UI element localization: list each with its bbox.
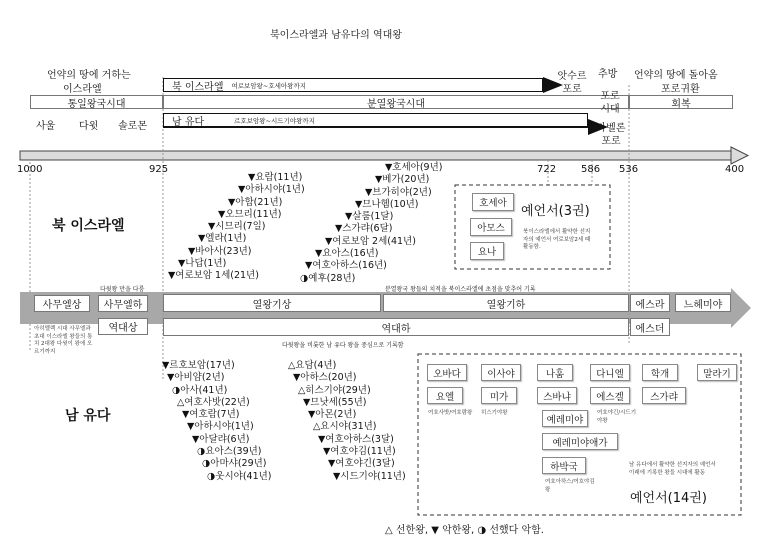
south-king: ▼아달랴(6년) [192,433,250,445]
north-king: ▼나답(1년) [178,258,227,270]
north-king: ▼아합(21년) [228,196,283,208]
south-king: ◑아마샤(29년) [202,458,267,470]
prophet-amos: 아모스 [470,218,512,236]
prophet-joel: 요엘 [427,387,463,404]
south-king: ◑아사(41년) [172,384,228,396]
babylon-captivity-label: 바벨론 포로 [596,123,626,147]
prophet-nahum: 나훔 [537,364,573,381]
samuel-note: 다윗왕 만을 다룸 [100,286,145,293]
book-1-kings: 열왕기상 [163,294,381,312]
south-king: △히스기야(29년) [298,384,371,396]
prophet-zephaniah: 스바냐 [537,387,577,404]
year-536: 536 [619,164,639,175]
south-judah-box [163,113,588,127]
south-king: △요담(4년) [288,360,337,371]
south-king: ▼므낫세(55년) [303,396,367,408]
south-king: ▼여호야김(11년) [323,446,396,458]
south-king: ◑웃시야(41년) [207,470,272,482]
restoration-box: 회복 [629,95,733,109]
book-nehemiah: 느헤미야 [675,294,731,312]
south-king: ▼아하스(20년) [293,372,357,384]
north-heading: 북 이스라엘 [52,218,125,234]
prophet-daniel: 다니엘 [590,364,630,381]
covenant-land-label: 언약의 땅에 거하는 [47,70,131,81]
prophet-isaiah: 이사야 [481,364,521,381]
israelites-label: 이스라엘 [63,84,102,95]
north-king: ▼베가(20년) [375,174,430,186]
prophet-haggai: 학개 [642,364,678,381]
return-land-label: 언약의 땅에 돌아옴 [634,70,718,81]
north-kings-list-a [168,172,305,283]
ezekiel-note: 여호야긴/시드기야왕 [597,410,637,424]
prophet-habakkuk: 하박국 [542,457,586,474]
north-king: ▼요아스(16년) [315,248,379,260]
south-king: ▼르호보암(17년) [162,360,235,371]
south-judah-label: 남 유다 [172,116,205,128]
prophet-zechariah: 스가랴 [642,387,686,404]
prophet-jeremiah: 예레미야 [542,410,588,427]
north-israel-box [163,78,543,92]
year-1000: 1000 [17,164,43,175]
south-king: ▼아비얌(2년) [167,372,225,384]
divided-kingdom-box: 분열왕국시대 [163,95,629,109]
north-king: ▼여로보암 2세(41년) [325,235,416,247]
north-king: ▼요람(11년) [248,172,303,183]
habakkuk-note: 여호아하스/여호야김왕 [545,479,595,493]
year-400: 400 [725,164,745,175]
assyria-captivity-label: 앗수르 포로 [557,71,587,95]
north-king: ▼시므리(7일) [208,221,266,233]
chronicles-note: 다윗왕을 비롯한 남 유다 왕을 중심으로 기록함 [282,342,404,349]
page-title: 북이스라엘과 남유다의 역대왕 [270,30,402,41]
south-prophets-title: 예언서(14권) [630,491,707,506]
south-kings-list-b [288,360,406,483]
north-kings-list-b [300,162,442,285]
book-esther: 에스더 [630,318,670,336]
prophet-obadiah: 오바다 [427,364,467,381]
book-2-chronicles: 역대하 [163,318,629,336]
north-israel-range: 여로보암왕~호세아왕까지 [231,81,306,90]
captivity-era-label: 포로 시대 [600,91,620,115]
book-1-chronicles: 역대상 [98,318,148,335]
north-king: ▼브가히야(2년) [365,186,432,198]
timeline-bar [20,151,732,160]
south-king: ▼시드기야(11년) [333,470,406,482]
book-2-samuel: 사무엘하 [98,295,148,312]
books-arrowhead [731,288,751,328]
north-king: ▼호세아(9년) [385,162,443,173]
north-king: ▼살룸(1달) [345,211,394,223]
prophet-jonah: 요나 [470,242,504,260]
north-prophets-title: 예언서(3권) [521,204,590,219]
prophet-micah: 미가 [481,387,517,404]
kings-note: 분열왕국 왕들의 치적을 북이스라엘에 초점을 맞추어 기록 [385,286,536,293]
united-kingdom-box: 통일왕국시대 [30,95,163,109]
return-label: 포로귀환 [661,84,700,95]
prophet-malachi: 말라기 [697,364,737,381]
year-925: 925 [149,164,169,175]
south-king: △요시야(31년) [313,421,377,433]
north-king: ▼스가랴(6달) [335,223,393,235]
north-prophets-note: 북이스라엘에서 활약한 선지자의 예언서 여로보암2세 때 활동함. [523,229,591,250]
timeline-arrowhead [731,147,748,164]
south-king: ▼아몬(2년) [308,409,357,421]
south-king: ▼여호아하스(3달) [318,433,394,445]
north-king: ▼므나헴(10년) [355,198,419,210]
north-king: ▼바아사(23년) [188,245,252,257]
book-ezra: 에스라 [630,294,670,312]
north-king: ▼오므리(11년) [218,208,282,220]
south-king: ▼아하시야(1년) [187,421,254,433]
prophet-ezekiel: 에스겔 [590,387,630,404]
south-judah-range: 르호보암왕~시드기야왕까지 [234,116,315,125]
south-king: ▼여호야긴(3달) [328,458,395,470]
king-david: 다윗 [79,121,99,132]
south-kings-list-a [162,360,272,483]
exile-label: 추방 [598,69,618,80]
book-2-kings: 열왕기하 [383,294,629,312]
south-king: △여호사밧(22년) [177,396,250,408]
prophet-hosea: 호세아 [472,193,514,211]
year-722: 722 [537,164,557,175]
samuel-side-note: 아히멜렉 시대 사무엘과 초대 이스라엘 왕들의 통치 2대왕 다윗이 왕에 오르기까지 [34,326,93,355]
north-king: ▼엘라(1년) [198,233,247,245]
legend: △ 선한왕, ▼ 악한왕, ◑ 선했다 악함. [385,525,544,536]
north-king: ▼여호아하스(16년) [305,260,387,272]
south-prophets-note: 남 유다에서 활약한 선지자의 예언서 이래에 기록한 왕들 시대에 활동 [629,462,716,476]
south-king: ▼여호람(7년) [182,409,240,421]
micah-note: 히스기야왕 [481,410,508,416]
joel-note: 여호사밧/여호람왕 [428,410,473,416]
north-israel-label: 북 이스라엘 [172,81,224,93]
year-586: 586 [581,164,601,175]
north-king: ▼아하시야(1년) [238,184,305,196]
king-saul: 사울 [36,121,56,132]
south-heading: 남 유다 [65,408,111,424]
book-1-samuel: 사무엘상 [34,295,90,312]
south-king: ◑요아스(39년) [197,446,262,458]
north-king: ▼여로보암 1세(21년) [168,270,259,282]
king-solomon: 솔로몬 [118,121,147,132]
book-lamentations: 예레미야애가 [542,433,618,450]
north-king: ◑예후(28년) [300,272,356,284]
